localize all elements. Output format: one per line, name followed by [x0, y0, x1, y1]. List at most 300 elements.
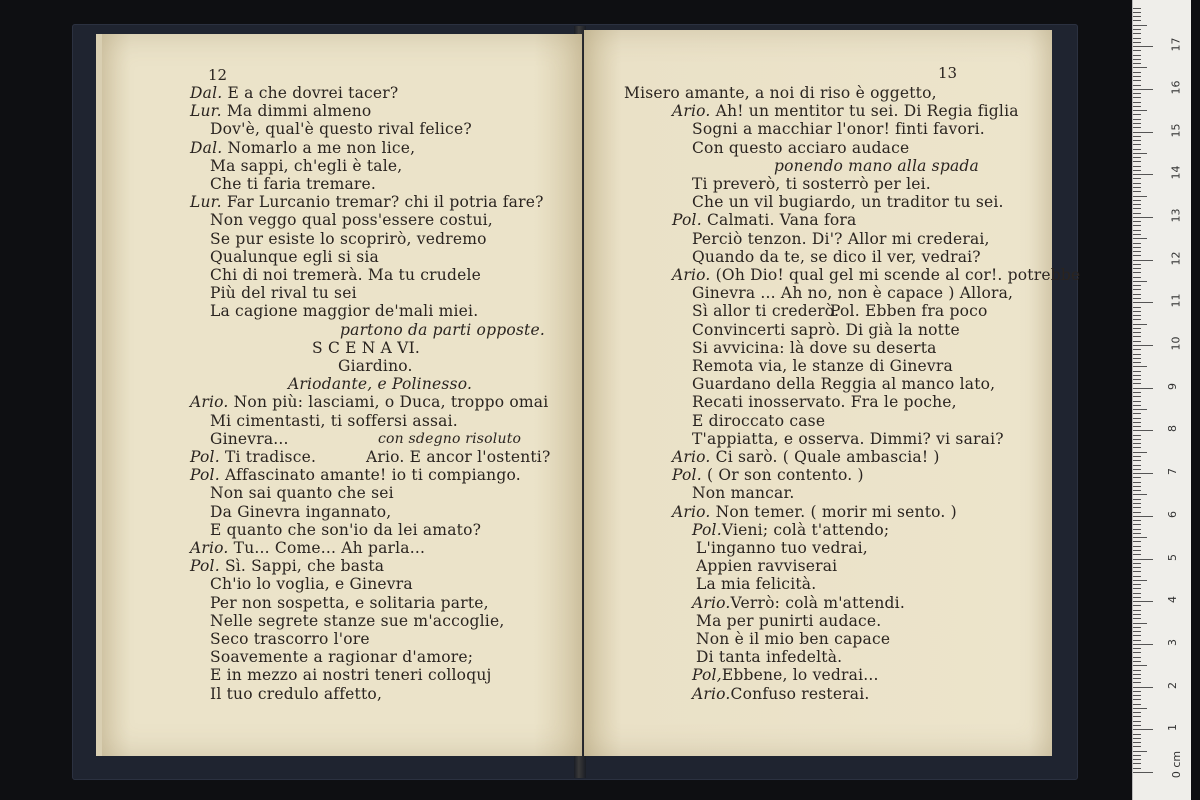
text-line [210, 521, 481, 539]
ruler-tick [1133, 644, 1153, 645]
ruler-tick [1133, 319, 1141, 320]
text-line [210, 484, 394, 502]
ruler-tick [1133, 136, 1141, 137]
text-line [696, 612, 881, 630]
line-text: Mi cimentasti, ti soffersi assai. [210, 411, 458, 430]
ruler-tick [1133, 196, 1147, 197]
ruler-tick [1133, 665, 1147, 666]
line-text: Seco trascorro l'ore [210, 630, 370, 648]
ruler-tick [1133, 161, 1141, 162]
ruler-tick [1133, 166, 1141, 167]
ruler-tick [1133, 456, 1141, 457]
ruler-tick [1133, 422, 1141, 423]
text-line [672, 503, 957, 521]
ruler-tick [1133, 678, 1141, 679]
text-line [692, 120, 985, 138]
ruler-tick [1133, 648, 1141, 649]
line-text: Ginevra ... Ah no, non è capace ) Allora, [692, 284, 1014, 303]
ruler-label: 8 [1166, 425, 1179, 433]
ruler-tick [1133, 392, 1141, 393]
line-text: Convincerti saprò. Di già la notte [692, 320, 960, 339]
ruler-tick [1133, 567, 1141, 568]
right-page [584, 30, 1081, 756]
ruler-tick [1133, 554, 1141, 555]
ruler-tick [1133, 20, 1141, 21]
ruler-tick [1133, 97, 1141, 98]
text-line [672, 102, 1019, 120]
text-line [692, 393, 957, 411]
ruler-tick [1133, 593, 1141, 594]
ruler-tick [1133, 25, 1147, 26]
ruler-label: 10 [1169, 336, 1183, 351]
ruler-tick [1133, 80, 1141, 81]
ruler-tick [1133, 712, 1141, 713]
text-line [210, 575, 413, 593]
ruler-tick [1133, 371, 1141, 372]
ruler-tick [1133, 76, 1141, 77]
text-line [210, 412, 458, 430]
ruler-tick [1133, 110, 1147, 111]
line-text: Guardano della Reggia al manco lato, [692, 375, 996, 394]
ruler-tick [1133, 307, 1141, 308]
line-text: Ma sappi, ch'egli è tale, [210, 156, 403, 175]
ruler-tick [1133, 699, 1141, 700]
ruler-tick [1133, 708, 1147, 709]
ruler-tick [1133, 294, 1141, 295]
ruler-tick [1133, 640, 1141, 641]
ruler-tick [1133, 691, 1141, 692]
ruler-label: 9 [1166, 382, 1179, 390]
page-number-right: 13 [938, 64, 958, 82]
text-line [190, 393, 548, 411]
ruler-tick [1133, 260, 1153, 261]
text-line [692, 193, 1004, 211]
line-text: Ginevra... [210, 429, 289, 448]
ruler-tick [1133, 33, 1141, 34]
ruler-tick [1133, 119, 1141, 120]
ruler-tick [1133, 635, 1141, 636]
line-text: Quando da te, se dico il ver, vedrai? [692, 247, 981, 266]
ruler-tick [1133, 332, 1141, 333]
ruler-tick [1133, 123, 1141, 124]
ruler-tick [1133, 345, 1153, 346]
text-line [692, 685, 870, 703]
ruler-tick [1133, 264, 1141, 265]
ruler-tick [1133, 132, 1153, 133]
ruler-tick [1133, 302, 1153, 303]
line-text: Più del rival tu sei [210, 284, 357, 303]
speaker-label: Ario. [190, 539, 229, 557]
text-line [210, 302, 478, 320]
ruler-label: 1 [1166, 724, 1179, 732]
line-text: Misero amante, a noi di riso è oggetto, [624, 84, 937, 102]
ruler-label: 12 [1169, 251, 1183, 266]
text-line [692, 339, 937, 357]
ruler-tick [1133, 217, 1153, 218]
line-text: Chi di noi tremerà. Ma tu crudele [210, 266, 481, 284]
ruler-tick [1133, 200, 1141, 201]
text-line [340, 321, 545, 339]
text-line [210, 503, 391, 521]
line-text: Ti tradisce. [219, 448, 317, 466]
text-line [210, 430, 289, 448]
text-line [210, 630, 370, 648]
line-text: Affascinato amante! io ti compiango. [219, 466, 521, 485]
ruler-tick [1133, 759, 1141, 760]
line-text: Ariodante, e Polinesso. [288, 375, 473, 394]
ruler-tick [1133, 153, 1147, 154]
text-line [210, 666, 492, 684]
line-text: Con questo acciaro audace [692, 138, 910, 157]
ruler-tick [1133, 324, 1147, 325]
line-text: Vieni; colà t'attendo; [721, 520, 890, 539]
text-line [210, 284, 357, 302]
ruler-tick [1133, 67, 1147, 68]
line-text: Si avvicina: là dove su deserta [692, 338, 937, 357]
speaker-label: Ario. [672, 266, 711, 284]
text-line [624, 84, 937, 102]
ruler-tick [1133, 93, 1141, 94]
ruler-tick [1133, 55, 1141, 56]
text-line [692, 357, 953, 375]
ruler-tick [1133, 473, 1153, 474]
ruler-tick [1133, 72, 1141, 73]
ruler-tick [1133, 144, 1141, 145]
line-text: Per non sospetta, e solitaria parte, [210, 593, 489, 612]
line-text: Non più: lasciami, o Duca, troppo omai [228, 393, 549, 412]
ruler-tick [1133, 383, 1141, 384]
ruler-label: 15 [1169, 123, 1183, 137]
speaker-label: Pol. [672, 211, 702, 230]
ruler-tick [1133, 704, 1141, 705]
line-text: E a che dovrei tacer? [222, 84, 399, 102]
text-line [672, 448, 940, 466]
ruler-tick [1133, 106, 1141, 107]
text-line [692, 139, 909, 157]
line-text: Confuso resterai. [730, 684, 870, 703]
ruler-label: 6 [1166, 510, 1179, 518]
ruler-tick [1133, 157, 1141, 158]
text-line [692, 248, 981, 266]
ruler-tick [1133, 546, 1141, 547]
ruler-tick [1133, 336, 1141, 337]
ruler-tick [1133, 541, 1141, 542]
speaker-label: Pol. [190, 466, 220, 485]
ruler-tick [1133, 183, 1141, 184]
ruler-label: 0 cm [1170, 750, 1184, 779]
left-page [96, 34, 582, 756]
ruler-tick [1133, 443, 1141, 444]
ruler-tick [1133, 499, 1141, 500]
ruler-tick [1133, 268, 1141, 269]
ruler-tick [1133, 435, 1141, 436]
text-line [692, 666, 879, 684]
line-text: E in mezzo ai nostri teneri colloquj [210, 666, 492, 685]
ruler-label: 2 [1166, 681, 1179, 689]
ruler-tick [1133, 661, 1141, 662]
text-line [696, 648, 842, 666]
line-text: Se pur esiste lo scoprirò, vedremo [210, 229, 487, 248]
ruler-tick [1133, 191, 1141, 192]
line-text: Ma dimmi almeno [221, 102, 372, 121]
line-text: Ci sarò. ( Quale ambascia! ) [710, 448, 940, 466]
line-text: partono da parti opposte. [340, 320, 545, 339]
ruler-tick [1133, 208, 1141, 209]
ruler-tick [1133, 687, 1153, 688]
text-line [692, 302, 839, 320]
ruler-tick [1133, 221, 1141, 222]
line-text: Sì allor ti crederò. [692, 302, 840, 321]
line-text: S C E N A VI. [312, 338, 421, 357]
ruler-tick [1133, 272, 1141, 273]
line-text: Sogni a macchiar l'onor! finti favori. [692, 120, 985, 139]
ruler-tick [1133, 388, 1153, 389]
ruler-tick [1133, 768, 1141, 769]
ruler-tick [1133, 477, 1141, 478]
line-text: L'inganno tuo vedrai, [696, 539, 868, 557]
ruler-tick [1133, 230, 1141, 231]
ruler-tick [1133, 409, 1147, 410]
line-text: Sì. Sappi, che basta [219, 557, 385, 576]
ruler-tick [1133, 405, 1141, 406]
ruler-tick [1133, 247, 1141, 248]
text-line [190, 193, 544, 211]
text-line [692, 521, 889, 539]
ruler-label: 11 [1169, 293, 1183, 308]
ruler-tick [1133, 763, 1141, 764]
ruler-tick [1133, 8, 1141, 9]
ruler-tick [1133, 550, 1141, 551]
ruler-tick [1133, 623, 1147, 624]
speaker-label: Pol. [190, 448, 220, 466]
line-text: Giardino. [338, 357, 413, 375]
ruler-tick [1133, 631, 1141, 632]
speaker-label: Pol. [190, 557, 220, 576]
ruler-tick [1133, 63, 1141, 64]
inline-annotation: Ario. E ancor l'ostenti? [366, 448, 551, 466]
line-text: Non è il mio ben capace [696, 630, 891, 648]
line-text: Che un vil bugiardo, un traditor tu sei. [692, 193, 1004, 212]
speaker-label: Pol. [692, 520, 722, 539]
ruler-tick [1133, 520, 1141, 521]
text-line [210, 157, 402, 175]
text-line [692, 430, 1004, 448]
ruler-tick [1133, 59, 1141, 60]
line-text: Far Lurcanio tremar? chi il potria fare? [221, 193, 544, 212]
ruler-label: 7 [1166, 468, 1179, 476]
ruler-tick [1133, 401, 1141, 402]
text-line [672, 466, 864, 484]
text-line [692, 284, 1013, 302]
ruler-tick [1133, 533, 1141, 534]
ruler-label: 17 [1169, 37, 1183, 52]
text-line [288, 375, 472, 393]
line-text: Dov'è, qual'è questo rival felice? [210, 120, 472, 139]
ruler-tick [1133, 140, 1141, 141]
ruler-tick [1133, 447, 1141, 448]
ruler-tick [1133, 725, 1141, 726]
ruler-tick [1133, 12, 1141, 13]
text-line [692, 321, 960, 339]
ruler-tick [1133, 751, 1147, 752]
ruler-tick [1133, 524, 1141, 525]
ruler-tick [1133, 396, 1141, 397]
ruler-tick [1133, 277, 1141, 278]
ruler-tick [1133, 85, 1141, 86]
text-line [210, 685, 382, 703]
ruler-tick [1133, 601, 1153, 602]
ruler-tick [1133, 512, 1141, 513]
text-line [672, 266, 1080, 284]
ruler-tick [1133, 289, 1141, 290]
text-line [210, 612, 504, 630]
speaker-label: Ario. [692, 593, 731, 612]
ruler-tick [1133, 298, 1141, 299]
speaker-label: Lur. [190, 102, 222, 121]
line-text: T'appiatta, e osserva. Dimmi? vi sarai? [692, 429, 1004, 448]
ruler-tick [1133, 614, 1141, 615]
ruler-tick [1133, 46, 1153, 47]
ruler-tick [1133, 413, 1141, 414]
text-line [692, 412, 825, 430]
text-line [190, 448, 316, 466]
text-line [190, 102, 371, 120]
ruler-tick [1133, 670, 1141, 671]
ruler-tick [1133, 674, 1141, 675]
ruler-tick [1133, 772, 1153, 773]
ruler-tick [1133, 234, 1141, 235]
line-text: E quanto che son'io da lei amato? [210, 520, 482, 539]
text-line [338, 357, 413, 375]
line-text: Recati inosservato. Fra le poche, [692, 393, 957, 412]
ruler-tick [1133, 102, 1141, 103]
speaker-label: Ario. [672, 102, 711, 121]
ruler-tick [1133, 238, 1147, 239]
ruler-tick [1133, 729, 1153, 730]
ruler-tick [1133, 588, 1141, 589]
text-line [672, 211, 856, 229]
ruler-tick [1133, 652, 1141, 653]
line-text: Ch'io lo voglia, e Ginevra [210, 575, 413, 594]
ruler-tick [1133, 738, 1141, 739]
line-text: Appien ravviserai [696, 557, 838, 576]
ruler-tick [1133, 469, 1141, 470]
line-text: Non veggo qual poss'essere costui, [210, 211, 493, 230]
text-line [696, 557, 837, 575]
ruler-label: 16 [1169, 80, 1183, 95]
line-text: Che ti faria tremare. [210, 175, 377, 193]
ruler-tick [1133, 430, 1153, 431]
line-text: Di tanta infedeltà. [696, 648, 843, 667]
line-text: Ah! un mentitor tu sei. Di Regia figlia [710, 102, 1019, 121]
ruler-tick [1133, 225, 1141, 226]
line-text: E diroccato case [692, 411, 826, 430]
text-line [210, 230, 487, 248]
ruler-tick [1133, 563, 1141, 564]
ruler-tick [1133, 426, 1141, 427]
text-line [312, 339, 420, 357]
line-text: Qualunque egli si sia [210, 247, 379, 266]
ruler-tick [1133, 580, 1147, 581]
ruler-tick [1133, 452, 1147, 453]
line-text: Nelle segrete stanze sue m'accoglie, [210, 611, 505, 630]
text-line [696, 630, 890, 648]
ruler-tick [1133, 716, 1141, 717]
text-line [190, 466, 521, 484]
ruler-tick [1133, 734, 1141, 735]
speaker-label: Ario. [692, 684, 731, 703]
ruler-tick [1133, 571, 1141, 572]
ruler-tick [1133, 721, 1141, 722]
ruler-tick [1133, 349, 1141, 350]
ruler-tick [1133, 251, 1141, 252]
ruler-tick [1133, 341, 1141, 342]
speaker-label: Pol. [672, 466, 702, 485]
ruler-tick [1133, 465, 1141, 466]
ruler-tick [1133, 695, 1141, 696]
line-text: Non mancar. [692, 484, 795, 503]
ruler-tick [1133, 537, 1147, 538]
ruler-label: 13 [1169, 208, 1183, 223]
ruler-tick [1133, 281, 1147, 282]
line-text: Soavemente a ragionar d'amore; [210, 648, 474, 667]
ruler-tick [1133, 460, 1141, 461]
speaker-label: Dal. [190, 138, 223, 157]
text-line [190, 557, 384, 575]
line-text: La cagione maggior de'mali miei. [210, 302, 479, 321]
ruler-tick [1133, 439, 1141, 440]
ruler-label: 14 [1169, 165, 1183, 180]
text-line [210, 594, 489, 612]
ruler-tick [1133, 174, 1153, 175]
ruler-tick [1133, 657, 1141, 658]
inline-annotation: con sdegno risoluto [378, 430, 522, 447]
ruler-tick [1133, 42, 1141, 43]
text-line [692, 230, 990, 248]
ruler-tick [1133, 494, 1147, 495]
line-text: Non sai quanto che sei [210, 484, 394, 503]
ruler-tick [1133, 243, 1141, 244]
ruler-tick [1133, 507, 1141, 508]
text-line [696, 539, 868, 557]
ruler-tick [1133, 755, 1141, 756]
line-text: Ebbene, lo vedrai... [721, 666, 879, 685]
text-line [692, 175, 931, 193]
ruler-tick [1133, 503, 1141, 504]
text-line [190, 139, 415, 157]
ruler-tick [1133, 682, 1141, 683]
page-number-left: 12 [208, 66, 228, 84]
ruler-tick [1133, 418, 1141, 419]
line-text: ponendo mano alla spada [774, 156, 979, 175]
ruler-tick [1133, 127, 1141, 128]
line-text: Perciò tenzon. Di'? Allor mi crederai, [692, 229, 990, 248]
ruler-label: 5 [1166, 553, 1179, 561]
ruler-tick [1133, 486, 1141, 487]
text-line [692, 594, 905, 612]
ruler-tick [1133, 149, 1141, 150]
speaker-label: Pol, [692, 666, 722, 685]
ruler-tick [1133, 482, 1141, 483]
line-text: Non temer. ( morir mi sento. ) [710, 502, 957, 521]
ruler-tick [1133, 354, 1141, 355]
inline-annotation: Pol. Ebben fra poco [830, 302, 988, 321]
text-line [696, 575, 816, 593]
speaker-label: Ario. [672, 448, 711, 466]
text-line [190, 84, 398, 102]
ruler-tick [1133, 16, 1141, 17]
line-text: (Oh Dio! qual gel mi scende al cor!. potrebbe [710, 266, 1081, 284]
